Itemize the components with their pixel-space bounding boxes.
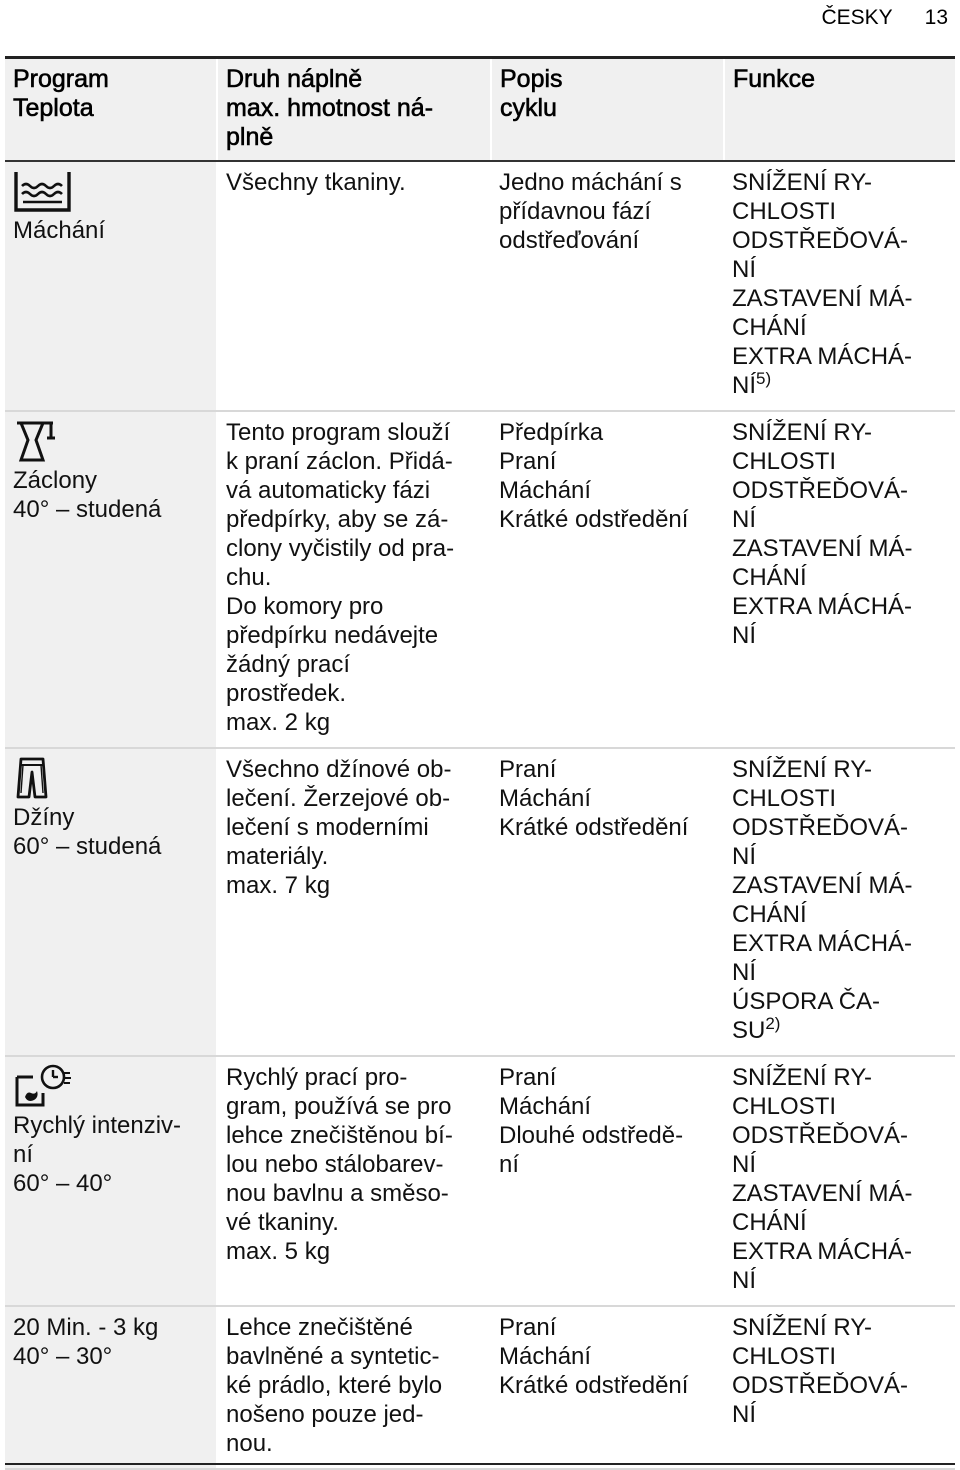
column-header-functions: Funkce bbox=[724, 59, 955, 161]
program-cell bbox=[5, 411, 217, 748]
load-cell: Tento program slouží k praní záclon. Přidá- vá automaticky fázi předpírky, aby se zá- clony vyčistily od pra- chu. Do komory pro předpírku nedávejte žádný prací prostředek. max. 2 kg bbox=[217, 411, 491, 748]
cycle-cell: Jedno máchání s přídavnou fází odstřeďování bbox=[491, 161, 724, 411]
program-name: Džíny 60° – studená bbox=[13, 804, 162, 860]
curtains-icon bbox=[13, 418, 208, 464]
column-header-cycle: Popis cyklu bbox=[491, 59, 724, 161]
footnote-ref: 5) bbox=[756, 369, 772, 388]
load-cell: Lehce znečištěné bavlněné a syntetic- ké prádlo, které bylo nošeno pouze jed- nou. bbox=[217, 1306, 491, 1469]
cycle-cell: Praní Máchání Dlouhé odstředě- ní bbox=[491, 1056, 724, 1306]
functions-text: SNÍŽENÍ RY- CHLOSTI ODSTŘEĎOVÁ- NÍ bbox=[732, 1314, 909, 1428]
functions-text: SNÍŽENÍ RY- CHLOSTI ODSTŘEĎOVÁ- NÍ ZASTAVENÍ MÁ- CHÁNÍ EXTRA MÁCHÁ- NÍ ÚSPORA ČA- SU bbox=[732, 756, 913, 1044]
functions-cell bbox=[724, 411, 955, 748]
functions-text: SNÍŽENÍ RY- CHLOSTI ODSTŘEĎOVÁ- NÍ ZASTAVENÍ MÁ- CHÁNÍ EXTRA MÁCHÁ- NÍ bbox=[732, 169, 913, 399]
table-bottom-rule bbox=[5, 1463, 955, 1465]
functions-text: SNÍŽENÍ RY- CHLOSTI ODSTŘEĎOVÁ- NÍ ZASTAVENÍ MÁ- CHÁNÍ EXTRA MÁCHÁ- NÍ bbox=[732, 1064, 913, 1294]
table-header-row bbox=[5, 59, 955, 161]
table-row bbox=[5, 1306, 955, 1469]
load-cell: Všechny tkaniny. bbox=[217, 161, 491, 411]
table-row bbox=[5, 161, 955, 411]
program-table bbox=[5, 59, 955, 1470]
column-header-load: Druh náplně max. hmotnost ná- plně bbox=[217, 59, 491, 161]
footnote-ref: 2) bbox=[765, 1014, 781, 1033]
quick-intensive-icon bbox=[13, 1063, 208, 1109]
functions-cell bbox=[724, 1306, 955, 1469]
cycle-cell: Praní Máchání Krátké odstředění bbox=[491, 1306, 724, 1469]
table-row bbox=[5, 411, 955, 748]
program-name: Máchání bbox=[13, 217, 106, 244]
functions-cell bbox=[724, 748, 955, 1056]
language-label: ČESKY bbox=[821, 6, 893, 29]
rinse-icon bbox=[13, 168, 208, 214]
page-header bbox=[821, 6, 948, 30]
table-row bbox=[5, 1056, 955, 1306]
program-cell bbox=[5, 748, 217, 1056]
program-cell bbox=[5, 161, 217, 411]
program-name: 20 Min. - 3 kg 40° – 30° bbox=[13, 1314, 159, 1370]
cycle-cell: Praní Máchání Krátké odstředění bbox=[491, 748, 724, 1056]
functions-text: SNÍŽENÍ RY- CHLOSTI ODSTŘEĎOVÁ- NÍ ZASTAVENÍ MÁ- CHÁNÍ EXTRA MÁCHÁ- NÍ bbox=[732, 419, 913, 649]
functions-cell bbox=[724, 1056, 955, 1306]
table-row bbox=[5, 748, 955, 1056]
functions-cell bbox=[724, 161, 955, 411]
load-cell: Rychlý prací pro- gram, používá se pro lehce znečištěnou bí- lou nebo stálobarev- nou bavlnu a směso- vé tkaniny. max. 5 kg bbox=[217, 1056, 491, 1306]
program-cell bbox=[5, 1056, 217, 1306]
load-cell: Všechno džínové ob- lečení. Žerzejové ob- lečení s moderními materiály. max. 7 kg bbox=[217, 748, 491, 1056]
column-header-program: Program Teplota bbox=[5, 59, 217, 161]
program-cell bbox=[5, 1306, 217, 1469]
program-name: Rychlý intenziv- ní 60° – 40° bbox=[13, 1112, 182, 1197]
page-number: 13 bbox=[924, 6, 948, 29]
program-name: Záclony 40° – studená bbox=[13, 467, 162, 523]
cycle-cell: Předpírka Praní Máchání Krátké odstředění bbox=[491, 411, 724, 748]
jeans-icon bbox=[13, 755, 208, 801]
